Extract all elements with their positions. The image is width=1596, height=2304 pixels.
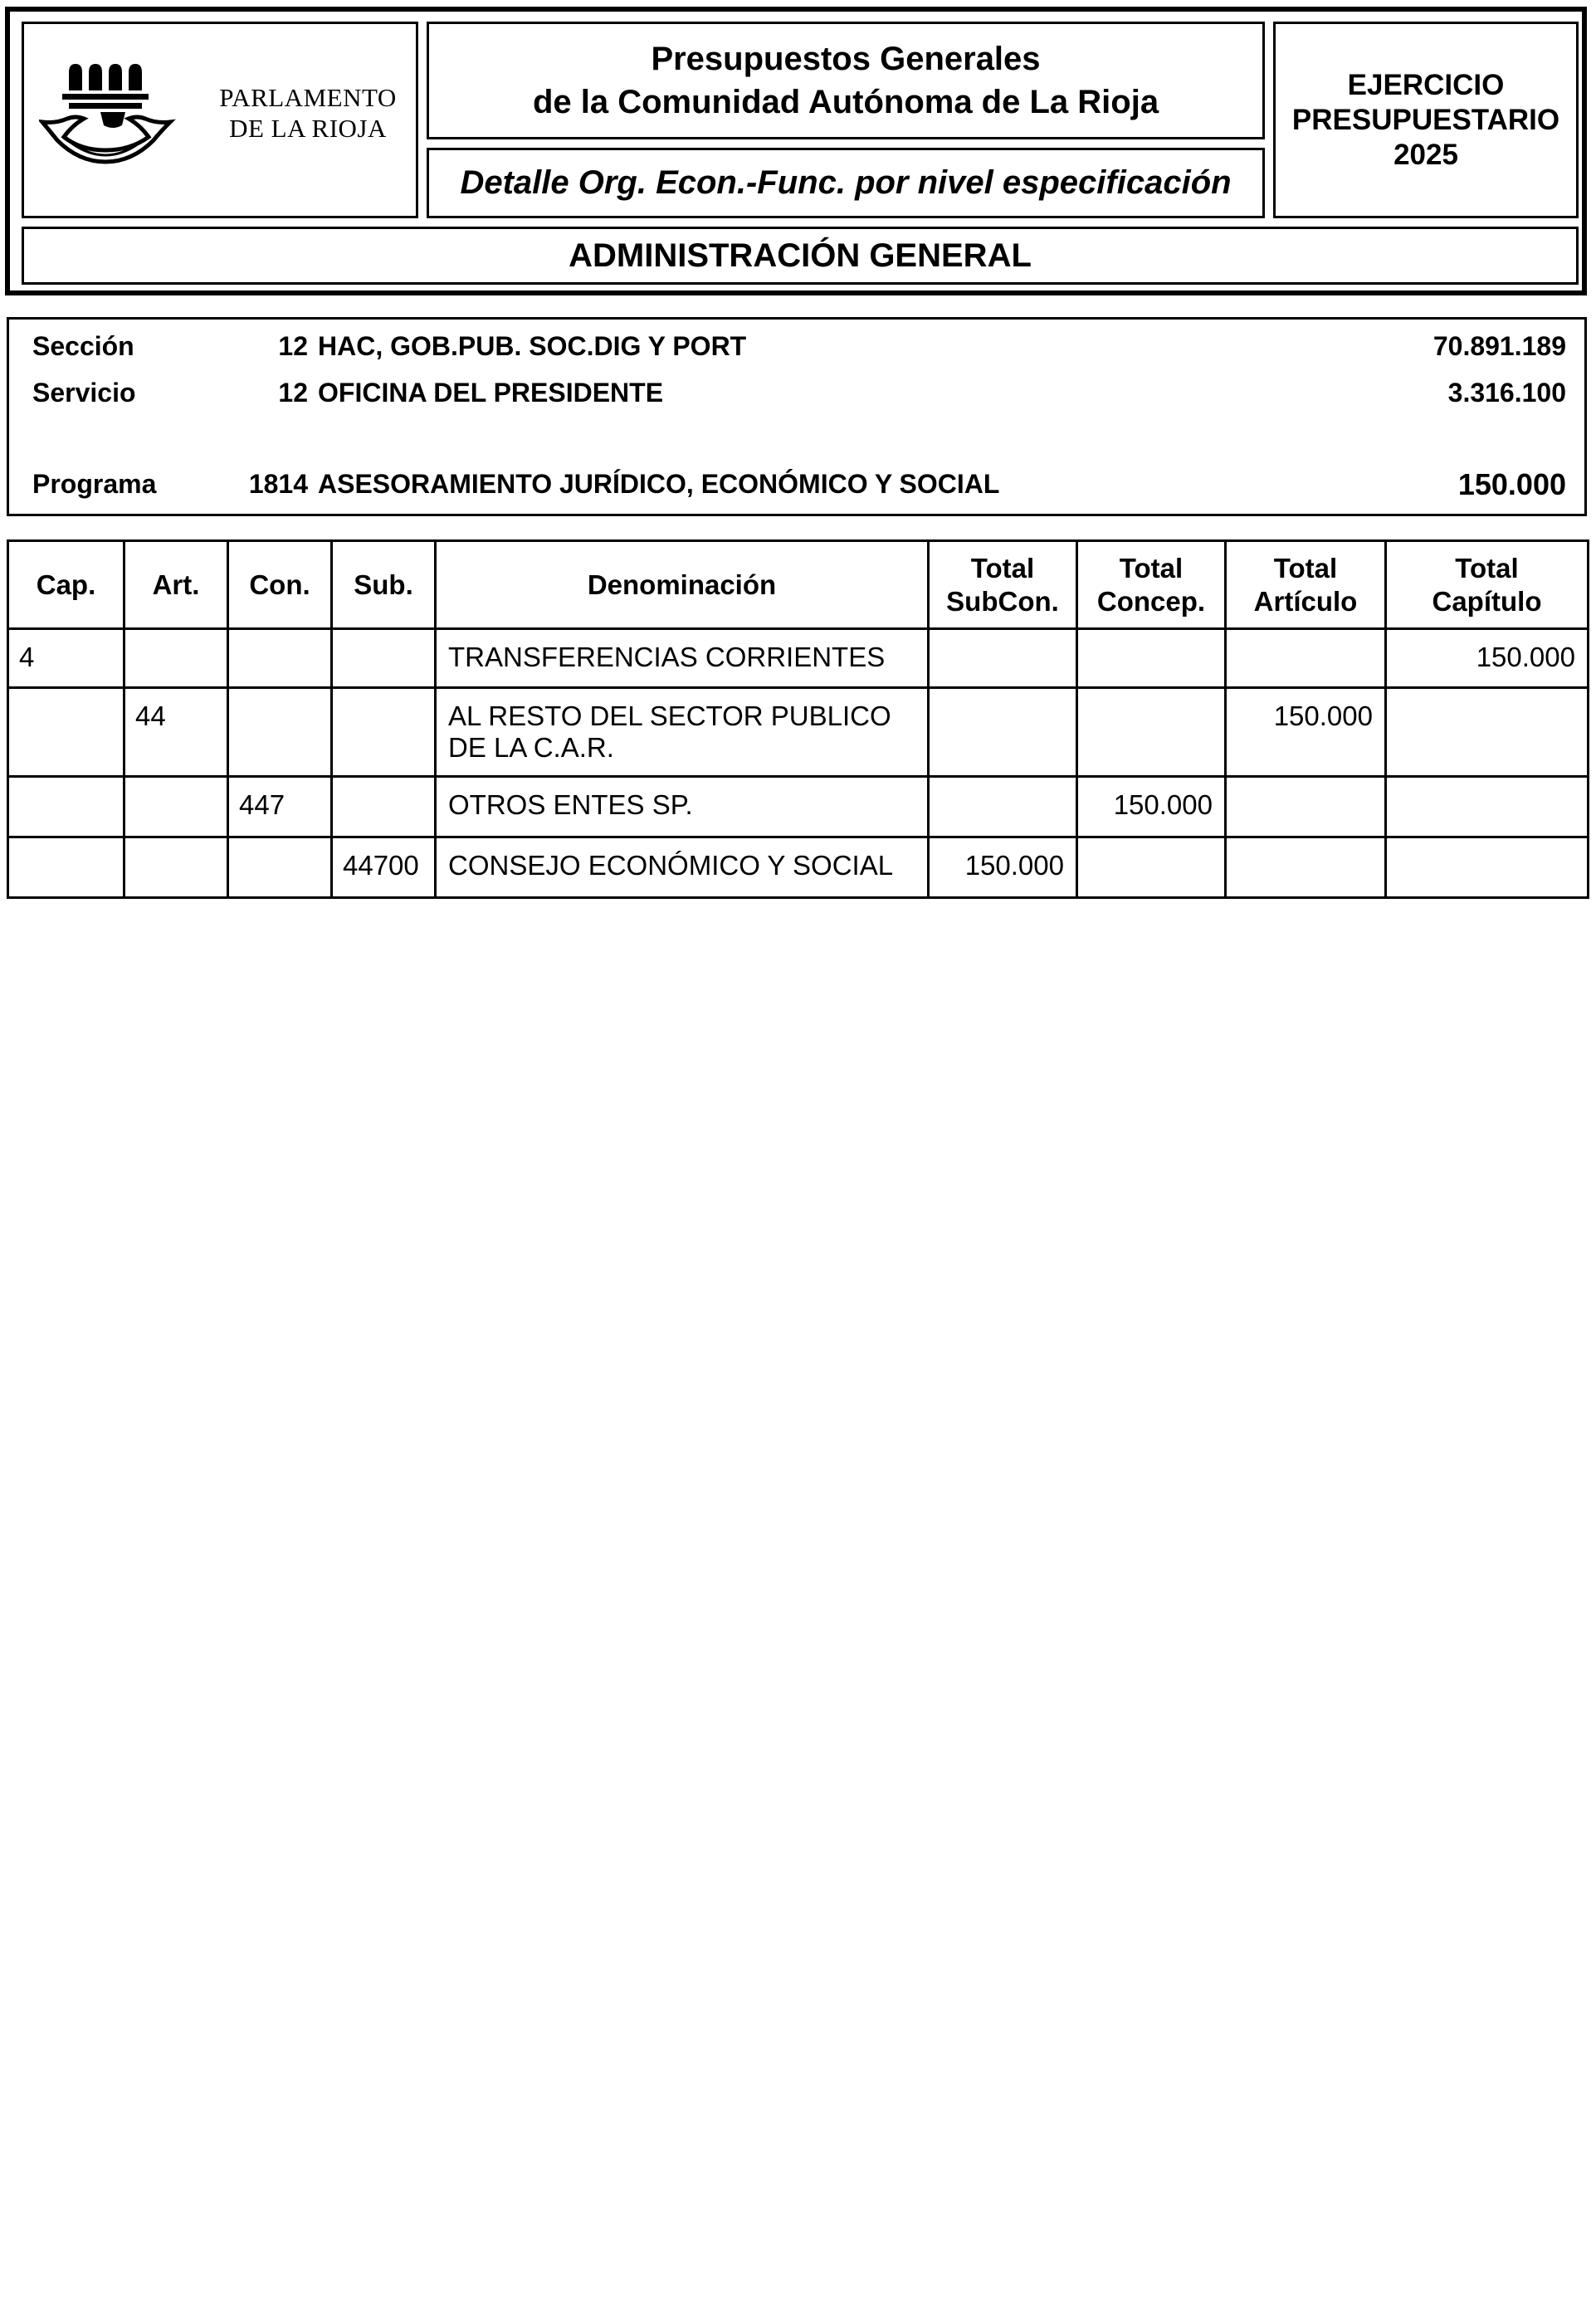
cell-cap: [8, 837, 124, 898]
seccion-amount: 70.891.189: [1432, 331, 1566, 361]
seccion-code: 12: [278, 331, 308, 361]
servicio-name: OFICINA DEL PRESIDENTE: [318, 378, 664, 408]
header-capitulo-line-2: Capítulo: [1432, 585, 1542, 617]
header-cap: Cap.: [8, 541, 124, 629]
parlamento-emblem-icon: [39, 57, 205, 182]
header-sub: Sub.: [332, 541, 436, 629]
fiscal-year-box: [1273, 22, 1579, 218]
parlamento-name: [208, 82, 408, 144]
cell-con: [228, 837, 332, 898]
document-title: [427, 22, 1265, 139]
header-concep-line-2: Concep.: [1096, 585, 1206, 617]
cell-sub: [332, 688, 436, 777]
header-subcon-line-1: Total: [970, 552, 1035, 583]
cell-art: [124, 777, 228, 837]
cell-total-concep: [1077, 629, 1226, 688]
cell-total-capitulo: 150.000: [1386, 629, 1589, 688]
title-line-1: Presupuestos Generales: [651, 41, 1041, 77]
table-row: [8, 837, 1589, 898]
table-row: [8, 688, 1589, 777]
header-total-articulo: [1226, 541, 1386, 629]
seccion-name: HAC, GOB.PUB. SOC.DIG Y PORT: [318, 331, 747, 361]
cell-denominacion: [436, 777, 929, 837]
cell-cap: 4: [8, 629, 124, 688]
cell-total-capitulo: [1386, 688, 1589, 777]
seccion-row: [9, 331, 1584, 364]
logo-line-2: DE LA RIOJA: [229, 114, 387, 143]
logo-line-1: PARLAMENTO: [219, 83, 397, 112]
header-articulo-line-2: Artículo: [1253, 585, 1358, 617]
cell-total-capitulo: [1386, 837, 1589, 898]
table-row: [8, 777, 1589, 837]
header-total-subcon: [929, 541, 1077, 629]
table-row: [8, 629, 1589, 688]
cell-sub: [332, 777, 436, 837]
cell-sub: 44700: [332, 837, 436, 898]
seccion-label: Sección: [32, 331, 134, 361]
document-subtitle: [427, 148, 1265, 218]
programa-code: 1814: [248, 469, 308, 499]
logo-box: [22, 22, 418, 218]
cell-total-articulo: [1226, 837, 1386, 898]
cell-denominacion: [436, 837, 929, 898]
cell-denominacion: [436, 688, 929, 777]
header-concep-line-1: Total: [1119, 552, 1184, 583]
servicio-code: 12: [278, 378, 308, 408]
cell-total-subcon: [929, 777, 1077, 837]
title-line-2: de la Comunidad Autónoma de La Rioja: [532, 84, 1159, 120]
denominacion-line-1: OTROS ENTES SP.: [448, 789, 693, 820]
cell-cap: [8, 688, 124, 777]
cell-con: [228, 629, 332, 688]
cell-con: 447: [228, 777, 332, 837]
servicio-label: Servicio: [32, 378, 136, 408]
header-articulo-line-1: Total: [1273, 552, 1338, 583]
cell-con: [228, 688, 332, 777]
cell-denominacion: [436, 629, 929, 688]
cell-total-articulo: 150.000: [1226, 688, 1386, 777]
denominacion-line-1: AL RESTO DEL SECTOR PUBLICO: [448, 700, 891, 731]
cell-total-concep: [1077, 688, 1226, 777]
ejercicio-line-2: PRESUPUESTARIO: [1291, 103, 1560, 136]
cell-total-subcon: [929, 688, 1077, 777]
denominacion-line-1: TRANSFERENCIAS CORRIENTES: [448, 642, 886, 672]
programa-label: Programa: [32, 469, 157, 499]
cell-total-articulo: [1226, 629, 1386, 688]
administration-text: ADMINISTRACIÓN GENERAL: [569, 237, 1032, 274]
cell-total-subcon: [929, 629, 1077, 688]
header-art: Art.: [124, 541, 228, 629]
cell-total-concep: [1077, 837, 1226, 898]
budget-detail-table: [7, 539, 1589, 899]
cell-art: [124, 629, 228, 688]
cell-cap: [8, 777, 124, 837]
cell-total-concep: 150.000: [1077, 777, 1226, 837]
ejercicio-year: 2025: [1393, 138, 1458, 171]
header-total-capitulo: [1386, 541, 1589, 629]
servicio-amount: 3.316.100: [1447, 378, 1566, 408]
cell-total-articulo: [1226, 777, 1386, 837]
cell-art: 44: [124, 688, 228, 777]
document-header: [5, 7, 1587, 295]
cell-sub: [332, 629, 436, 688]
subtitle-text: Detalle Org. Econ.-Func. por nivel especificación: [460, 164, 1232, 201]
administration-banner: [22, 227, 1579, 285]
denominacion-line-1: CONSEJO ECONÓMICO Y SOCIAL: [448, 850, 894, 881]
cell-total-subcon: 150.000: [929, 837, 1077, 898]
section-info: [7, 317, 1587, 516]
table-header-row: [8, 541, 1589, 629]
header-capitulo-line-1: Total: [1455, 552, 1519, 583]
cell-art: [124, 837, 228, 898]
header-total-concep: [1077, 541, 1226, 629]
denominacion-line-2: DE LA C.A.R.: [448, 732, 614, 763]
cell-total-capitulo: [1386, 777, 1589, 837]
header-con: Con.: [228, 541, 332, 629]
ejercicio-line-1: EJERCICIO: [1347, 68, 1505, 101]
servicio-row: [9, 378, 1584, 411]
programa-amount: 150.000: [1457, 467, 1566, 501]
header-denominacion: Denominación: [436, 541, 929, 629]
programa-name: ASESORAMIENTO JURÍDICO, ECONÓMICO Y SOCIAL: [318, 469, 1000, 499]
header-subcon-line-2: SubCon.: [946, 585, 1059, 617]
programa-row: [9, 469, 1584, 502]
